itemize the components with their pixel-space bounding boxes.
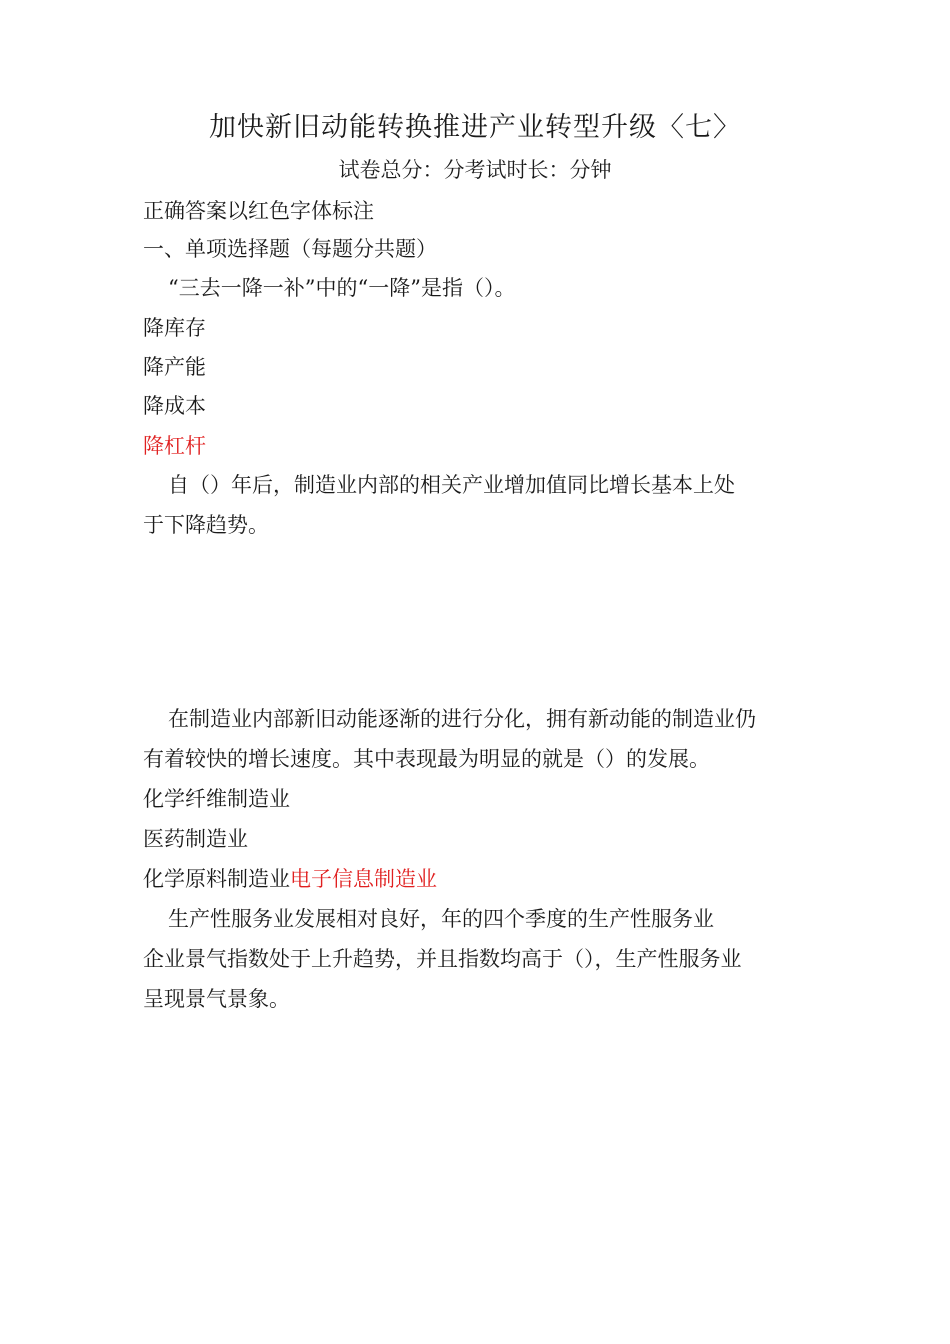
- question-4-stem-line-2: 企业景气指数处于上升趋势，并且指数均高于（），生产性服务业: [143, 947, 742, 971]
- question-1-correct-option: 降杠杆: [143, 434, 206, 458]
- question-1-option-3: 降成本: [143, 394, 206, 418]
- question-4-stem-line-1: 生产性服务业发展相对良好，年的四个季度的生产性服务业: [168, 907, 714, 931]
- question-3-option-3: 化学原料制造业: [143, 867, 290, 891]
- question-4-stem-line-3: 呈现景气景象。: [143, 987, 290, 1011]
- question-3-stem-line-2: 有着较快的增长速度。其中表现最为明显的就是（）的发展。: [143, 747, 710, 771]
- answer-note: 正确答案以红色字体标注: [143, 199, 374, 223]
- question-2-stem-line-2: 于下降趋势。: [143, 513, 269, 537]
- question-2-stem-line-1: 自（）年后，制造业内部的相关产业增加值同比增长基本上处: [168, 473, 735, 497]
- page-title: 加快新旧动能转换推进产业转型升级〈七〉: [209, 112, 741, 143]
- question-3-correct-option: 电子信息制造业: [290, 867, 437, 891]
- question-1-option-1: 降库存: [143, 316, 206, 340]
- section-heading: 一、单项选择题（每题分共题）: [143, 237, 437, 261]
- exam-meta: 试卷总分：分考试时长：分钟: [338, 158, 612, 182]
- question-3-option-1: 化学纤维制造业: [143, 787, 290, 811]
- question-3-option-row: [143, 864, 437, 894]
- question-1-option-2: 降产能: [143, 355, 206, 379]
- question-3-stem-line-1: 在制造业内部新旧动能逐渐的进行分化，拥有新动能的制造业仍: [168, 707, 756, 731]
- question-1-stem: “三去一降一补”中的“一降”是指（）。: [168, 276, 516, 300]
- question-3-option-2: 医药制造业: [143, 827, 248, 851]
